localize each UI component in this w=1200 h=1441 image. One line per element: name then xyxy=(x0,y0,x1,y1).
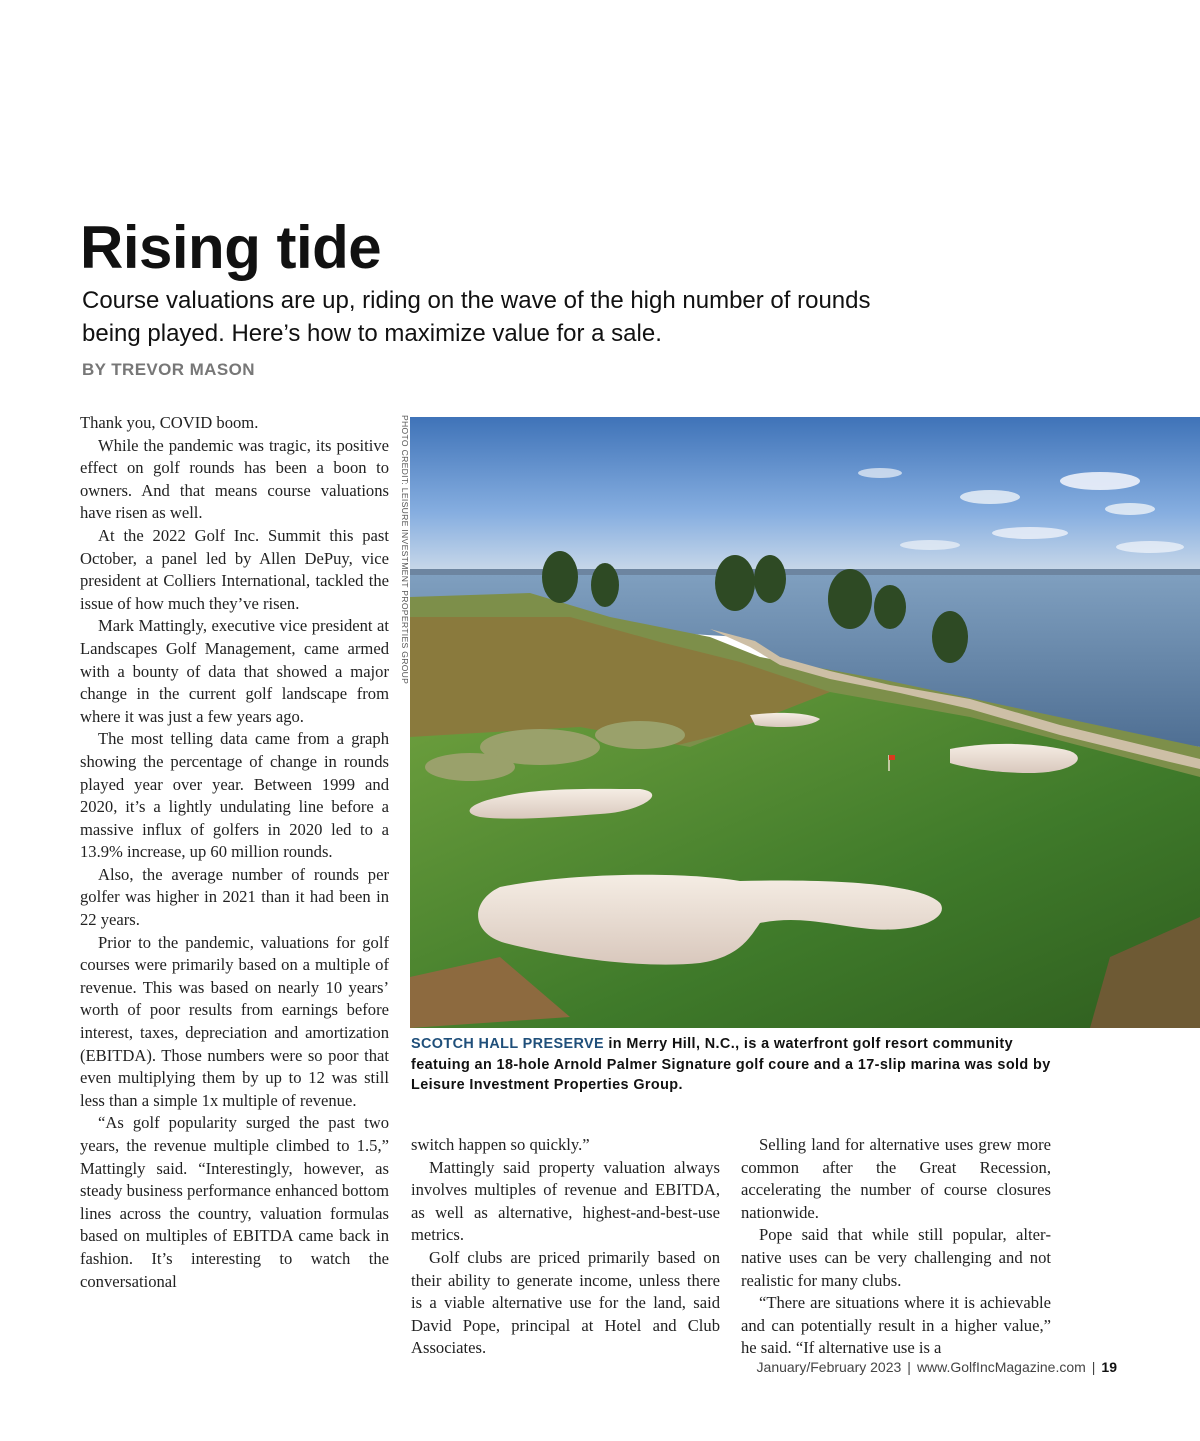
paragraph: Thank you, COVID boom. xyxy=(80,413,259,432)
footer-divider: | xyxy=(907,1359,911,1375)
golf-course-photo xyxy=(410,417,1200,1028)
paragraph: At the 2022 Golf Inc. Summit this past October, a panel led by Allen DePuy, vice president at Colliers International, tackled the issue of how much they’ve risen. xyxy=(80,525,389,613)
paragraph: switch happen so quickly.” xyxy=(411,1135,590,1154)
photo-caption xyxy=(411,1034,1051,1096)
paragraph: “As golf popularity surged the past two years, the revenue multiple climbed to 1.5,” Mattingly said. “Interestingly, however, as steady business performance enhanced bottom lines across the country, valuation formulas based on multiples of EBITDA came back in fashion. It’s interesting to watch the conversational xyxy=(80,1113,389,1291)
paragraph: Golf clubs are priced primarily based on their ability to generate income, unless there is a viable alternative use for the land, said David Pope, principal at Hotel and Club Associates. xyxy=(411,1247,720,1358)
body-column-1 xyxy=(80,412,389,1293)
paragraph: Prior to the pandemic, valuations for golf courses were primarily based on a multiple of revenue. This was based on nearly 10 years’ worth of poor results from earnings before interest, taxes, depreciation and amortization (EBITDA). Those numbers were so poor that even multiplying them by up to 12 was still less than a simple 1x multiple of revenue. xyxy=(80,932,389,1110)
paragraph: “There are situations where it is achievable and can potentially result in a higher value,” he said. “If alternative use is a xyxy=(741,1293,1051,1358)
paragraph: Pope said that while still popular, alternative uses can be very challenging and not realistic for many clubs. xyxy=(741,1225,1051,1290)
article-headline: Rising tide xyxy=(80,214,382,281)
article-dek: Course valuations are up, riding on the wave of the high number of rounds being played. Here’s how to maximize value for a sale. xyxy=(82,287,871,347)
paragraph: While the pandemic was tragic, its positive effect on golf rounds has been a boon to owners. And that means course valuations have risen as well. xyxy=(80,435,389,523)
footer-website[interactable]: www.GolfIncMagazine.com xyxy=(916,1359,1086,1375)
paragraph: Also, the average number of rounds per golfer was higher in 2021 than it had been in 22 years. xyxy=(80,864,389,930)
footer-divider: | xyxy=(1091,1359,1096,1375)
paragraph: Mattingly said property valuation always involves multiples of revenue and EBITDA, as well as alternative, highest-and-best-use metrics. xyxy=(411,1157,720,1245)
photo-credit-text: PHOTO CREDIT: LEISURE INVESTMENT PROPERTIES GROUP xyxy=(400,415,410,685)
photo-caption-lead: SCOTCH HALL PRESERVE xyxy=(411,1036,604,1052)
paragraph: Selling land for alternative uses grew more common after the Great Recession, accelerating the number of course closures nationwide. xyxy=(741,1135,1051,1222)
paragraph: Mark Mattingly, executive vice president at Landscapes Golf Management, came armed with a bounty of data that showed a major change in the current golf landscape from where it was just a few years ago. xyxy=(80,616,389,726)
body-column-2 xyxy=(411,1134,720,1360)
paragraph: The most telling data came from a graph showing the percentage of change in rounds played year over year. Between 1999 and 2020, it’s a lightly undulating line before a massive influx of golfers in 2020 led to a 13.9% increase, up 60 million rounds. xyxy=(80,729,389,862)
article-byline: BY TREVOR MASON xyxy=(82,360,255,379)
body-column-3 xyxy=(741,1134,1051,1360)
footer-issue: January/February 2023 xyxy=(756,1359,902,1375)
page-footer xyxy=(757,1359,1117,1375)
photo-caption-body: in Merry Hill, N.C., is a waterfront golf resort community featuing an 18-hole Arnold Palmer Signature golf coure and a 17-slip marina was sold by Leisure Investment Properties Group. xyxy=(411,1036,1051,1093)
page-number: 19 xyxy=(1101,1359,1117,1375)
